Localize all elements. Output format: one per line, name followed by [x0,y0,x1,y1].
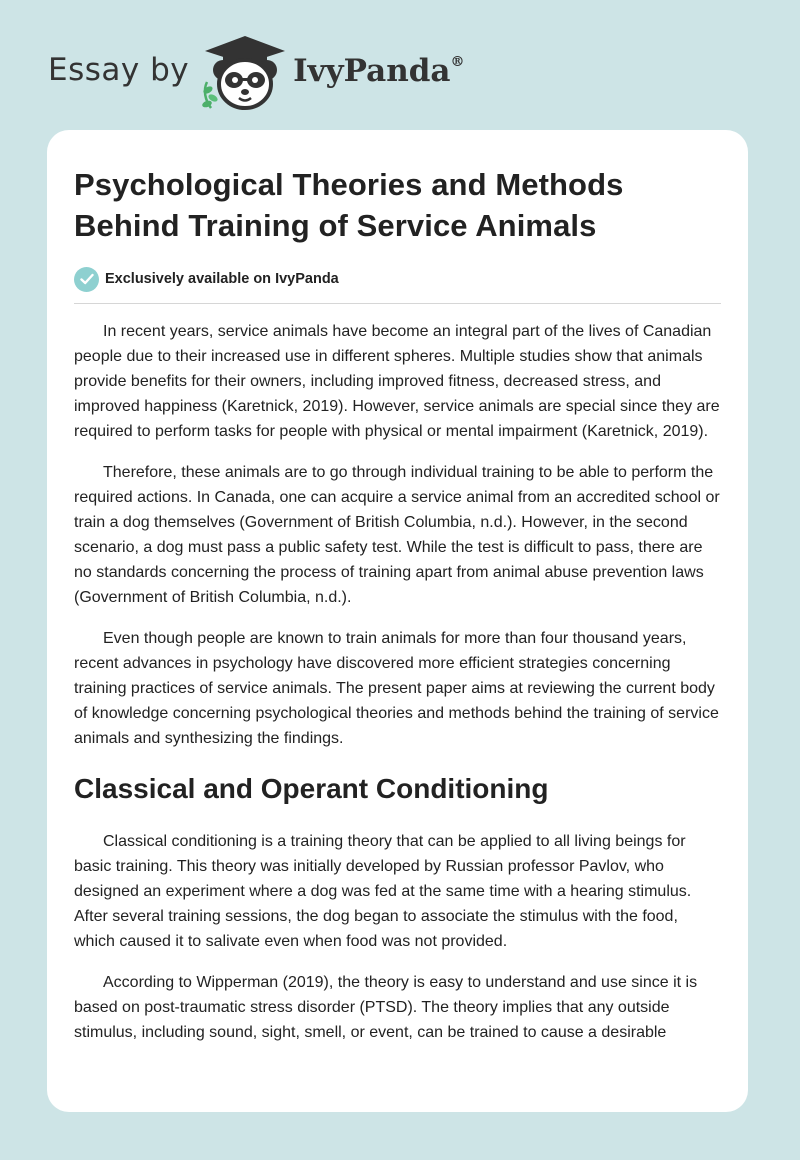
paragraph: In recent years, service animals have become an integral part of the lives of Canadian people due to their increased use in different spheres. Multiple studies show that animals provide benefits for their owners, including improved fitness, decreased stress, and improved happiness (Karetnick, 2019). However, service animals are special since they are required to perform tasks for people with physical or mental impairment (Karetnick, 2019). [74,323,720,440]
paragraph: Therefore, these animals are to go through individual training to be able to perform the required actions. In Canada, one can acquire a service animal from an accredited school or train a dog themselves (Government of British Columbia, n.d.). However, in the second scenario, a dog must pass a public safety test. While the test is difficult to pass, there are no standards concerning the process of training apart from animal abuse prevention laws (Government of British Columbia, n.d.). [74,464,720,606]
page-title: Psychological Theories and Methods Behind Training of Service Animals [74,167,624,243]
exclusive-label: Exclusively available on IvyPanda [105,271,339,287]
site-header [48,32,465,112]
essay-by-label: Essay by [48,52,190,88]
section-heading: Classical and Operant Conditioning [74,773,549,804]
check-circle-icon [74,267,99,292]
paragraph: According to Wipperman (2019), the theory is easy to understand and use since it is based on post-traumatic stress disorder (PTSD). The theory implies that any outside stimulus, including sound, sight, smell, or event, can be trained to cause a desirable [74,974,698,1041]
exclusive-badge [74,266,721,292]
essay-card [47,130,748,1112]
registered-mark: ® [450,53,465,70]
brand-text: IvyPanda [293,53,451,89]
paragraph: Classical conditioning is a training theory that can be applied to all living beings for basic training. This theory was initially developed by Russian professor Pavlov, who designed an experiment where a dog was fed at the same time with a hearing stimulus. After several training sessions, the dog began to associate the stimulus with the food, which caused it to salivate even when food was not provided. [74,833,692,950]
intro-section [74,319,721,751]
brand-name[interactable] [293,53,464,89]
panda-logo-icon[interactable] [199,32,291,112]
divider [74,303,721,304]
conditioning-section [74,829,721,1045]
paragraph: Even though people are known to train animals for more than four thousand years, recent advances in psychology have discovered more efficient strategies concerning training practices of service animals. The present paper aims at reviewing the current body of knowledge concerning psychological theories and methods behind the training of service animals and synthesizing the findings. [74,630,719,747]
